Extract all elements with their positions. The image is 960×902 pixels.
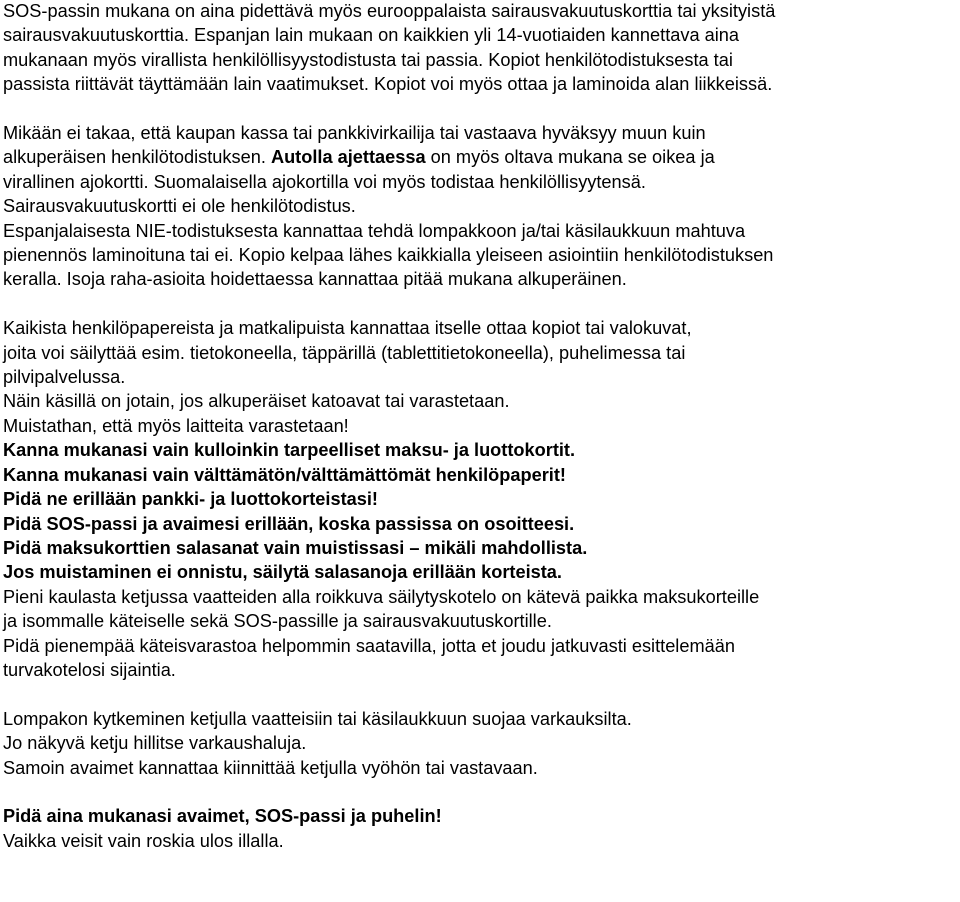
text-line: [3, 194, 960, 218]
text-run: Mikään ei takaa, että kaupan kassa tai pankkivirkailija tai vastaava hyväksyy muun kuin: [3, 123, 706, 144]
text-line: [3, 609, 960, 633]
text-run: Vaikka veisit vain roskia ulos illalla.: [3, 830, 284, 851]
text-line: [3, 804, 960, 828]
paragraph-identity-documents: [3, 121, 960, 292]
text-run: pilvipalvelussa.: [3, 367, 126, 388]
text-run: Sairausvakuutuskortti ei ole henkilötodistus.: [3, 196, 356, 217]
text-line: [3, 72, 960, 96]
text-run: ja isommalle käteiselle sekä SOS-passille ja sairausvakuutuskortille.: [3, 611, 552, 632]
text-line: [3, 414, 960, 438]
paragraph-copies-and-safety: [3, 316, 960, 682]
text-run: Muistathan, että myös laitteita varastetaan!: [3, 415, 349, 436]
text-run: SOS-passin mukana on aina pidettävä myös eurooppalaista sairausvakuutuskorttia tai yksityistä: [3, 1, 776, 21]
text-line: [3, 145, 960, 169]
text-run: pienennös laminoituna tai ei. Kopio kelpaa lähes kaikkialla yleiseen asiointiin henkilötodistuksen: [3, 245, 774, 266]
text-run: alkuperäisen henkilötodistuksen.: [3, 147, 271, 168]
bold-text: Pidä maksukorttien salasanat vain muistissasi – mikäli mahdollista.: [3, 537, 588, 558]
text-run: keralla. Isoja raha-asioita hoidettaessa kannattaa pitää mukana alkuperäinen.: [3, 269, 627, 290]
text-line: [3, 121, 960, 145]
text-run: passista riittävät täyttämään lain vaatimukset. Kopiot voi myös ottaa ja laminoida alan liikkeissä.: [3, 74, 773, 95]
text-line: [3, 829, 960, 853]
text-line: [3, 365, 960, 389]
text-run: Näin käsillä on jotain, jos alkuperäiset katoavat tai varastetaan.: [3, 391, 510, 412]
text-line: [3, 585, 960, 609]
bold-text: Pidä aina mukanasi avaimet, SOS-passi ja puhelin!: [3, 806, 442, 827]
text-run: on myös oltava mukana se oikea ja: [425, 147, 715, 168]
text-run: Kaikista henkilöpapereista ja matkalipuista kannattaa itselle ottaa kopiot tai valokuvat,: [3, 318, 692, 339]
text-line: [3, 341, 960, 365]
text-line: [3, 48, 960, 72]
paragraph-passport-insurance: [3, 0, 960, 97]
text-line: [3, 243, 960, 267]
text-run: virallinen ajokortti. Suomalaisella ajokortilla voi myös todistaa henkilöllisyytensä.: [3, 171, 646, 192]
text-run: Pieni kaulasta ketjussa vaatteiden alla roikkuva säilytyskotelo on kätevä paikka maksukorteille: [3, 586, 760, 607]
bold-text: Autolla ajettaessa: [270, 147, 426, 168]
text-run: Pidä pienempää käteisvarastoa helpommin saatavilla, jotta et joudu jatkuvasti esittelemään: [3, 635, 735, 656]
bold-text: Pidä SOS-passi ja avaimesi erillään, koska passissa on osoitteesi.: [3, 513, 575, 534]
text-line: [3, 634, 960, 658]
text-line: [3, 438, 960, 462]
text-run: joita voi säilyttää esim. tietokoneella, täppärillä (tablettitietokoneella), puhelimessa tai: [3, 342, 686, 363]
text-line: [3, 707, 960, 731]
text-line: [3, 23, 960, 47]
text-line: [3, 0, 960, 23]
text-run: Lompakon kytkeminen ketjulla vaatteisiin tai käsilaukkuun suojaa varkauksilta.: [3, 708, 632, 729]
text-line: [3, 756, 960, 780]
text-run: Samoin avaimet kannattaa kiinnittää ketjulla vyöhön tai vastavaan.: [3, 757, 538, 778]
text-line: [3, 463, 960, 487]
text-line: [3, 512, 960, 536]
bold-text: Jos muistaminen ei onnistu, säilytä salasanoja erillään korteista.: [3, 562, 562, 583]
text-line: [3, 170, 960, 194]
bold-text: Kanna mukanasi vain välttämätön/välttämättömät henkilöpaperit!: [3, 464, 566, 485]
text-run: sairausvakuutuskorttia. Espanjan lain mukaan on kaikkien yli 14-vuotiaiden kannettava aina: [3, 25, 740, 46]
paragraph-always-carry: [3, 804, 960, 853]
paragraph-wallet-chain: [3, 707, 960, 780]
text-line: [3, 219, 960, 243]
text-run: turvakotelosi sijaintia.: [3, 659, 176, 680]
text-run: Espanjalaisesta NIE-todistuksesta kannattaa tehdä lompakkoon ja/tai käsilaukkuun mahtuva: [3, 220, 746, 241]
text-line: [3, 658, 960, 682]
text-line: [3, 560, 960, 584]
text-line: [3, 267, 960, 291]
text-line: [3, 536, 960, 560]
bold-text: Pidä ne erillään pankki- ja luottokorteistasi!: [3, 489, 378, 510]
text-line: [3, 389, 960, 413]
bold-text: Kanna mukanasi vain kulloinkin tarpeelliset maksu- ja luottokortit.: [3, 440, 576, 461]
text-run: Jo näkyvä ketju hillitse varkaushaluja.: [3, 733, 307, 754]
text-line: [3, 316, 960, 340]
text-line: [3, 731, 960, 755]
text-run: mukanaan myös virallista henkilöllisyystodistusta tai passia. Kopiot henkilötodistuksesta tai: [3, 49, 733, 70]
text-line: [3, 487, 960, 511]
